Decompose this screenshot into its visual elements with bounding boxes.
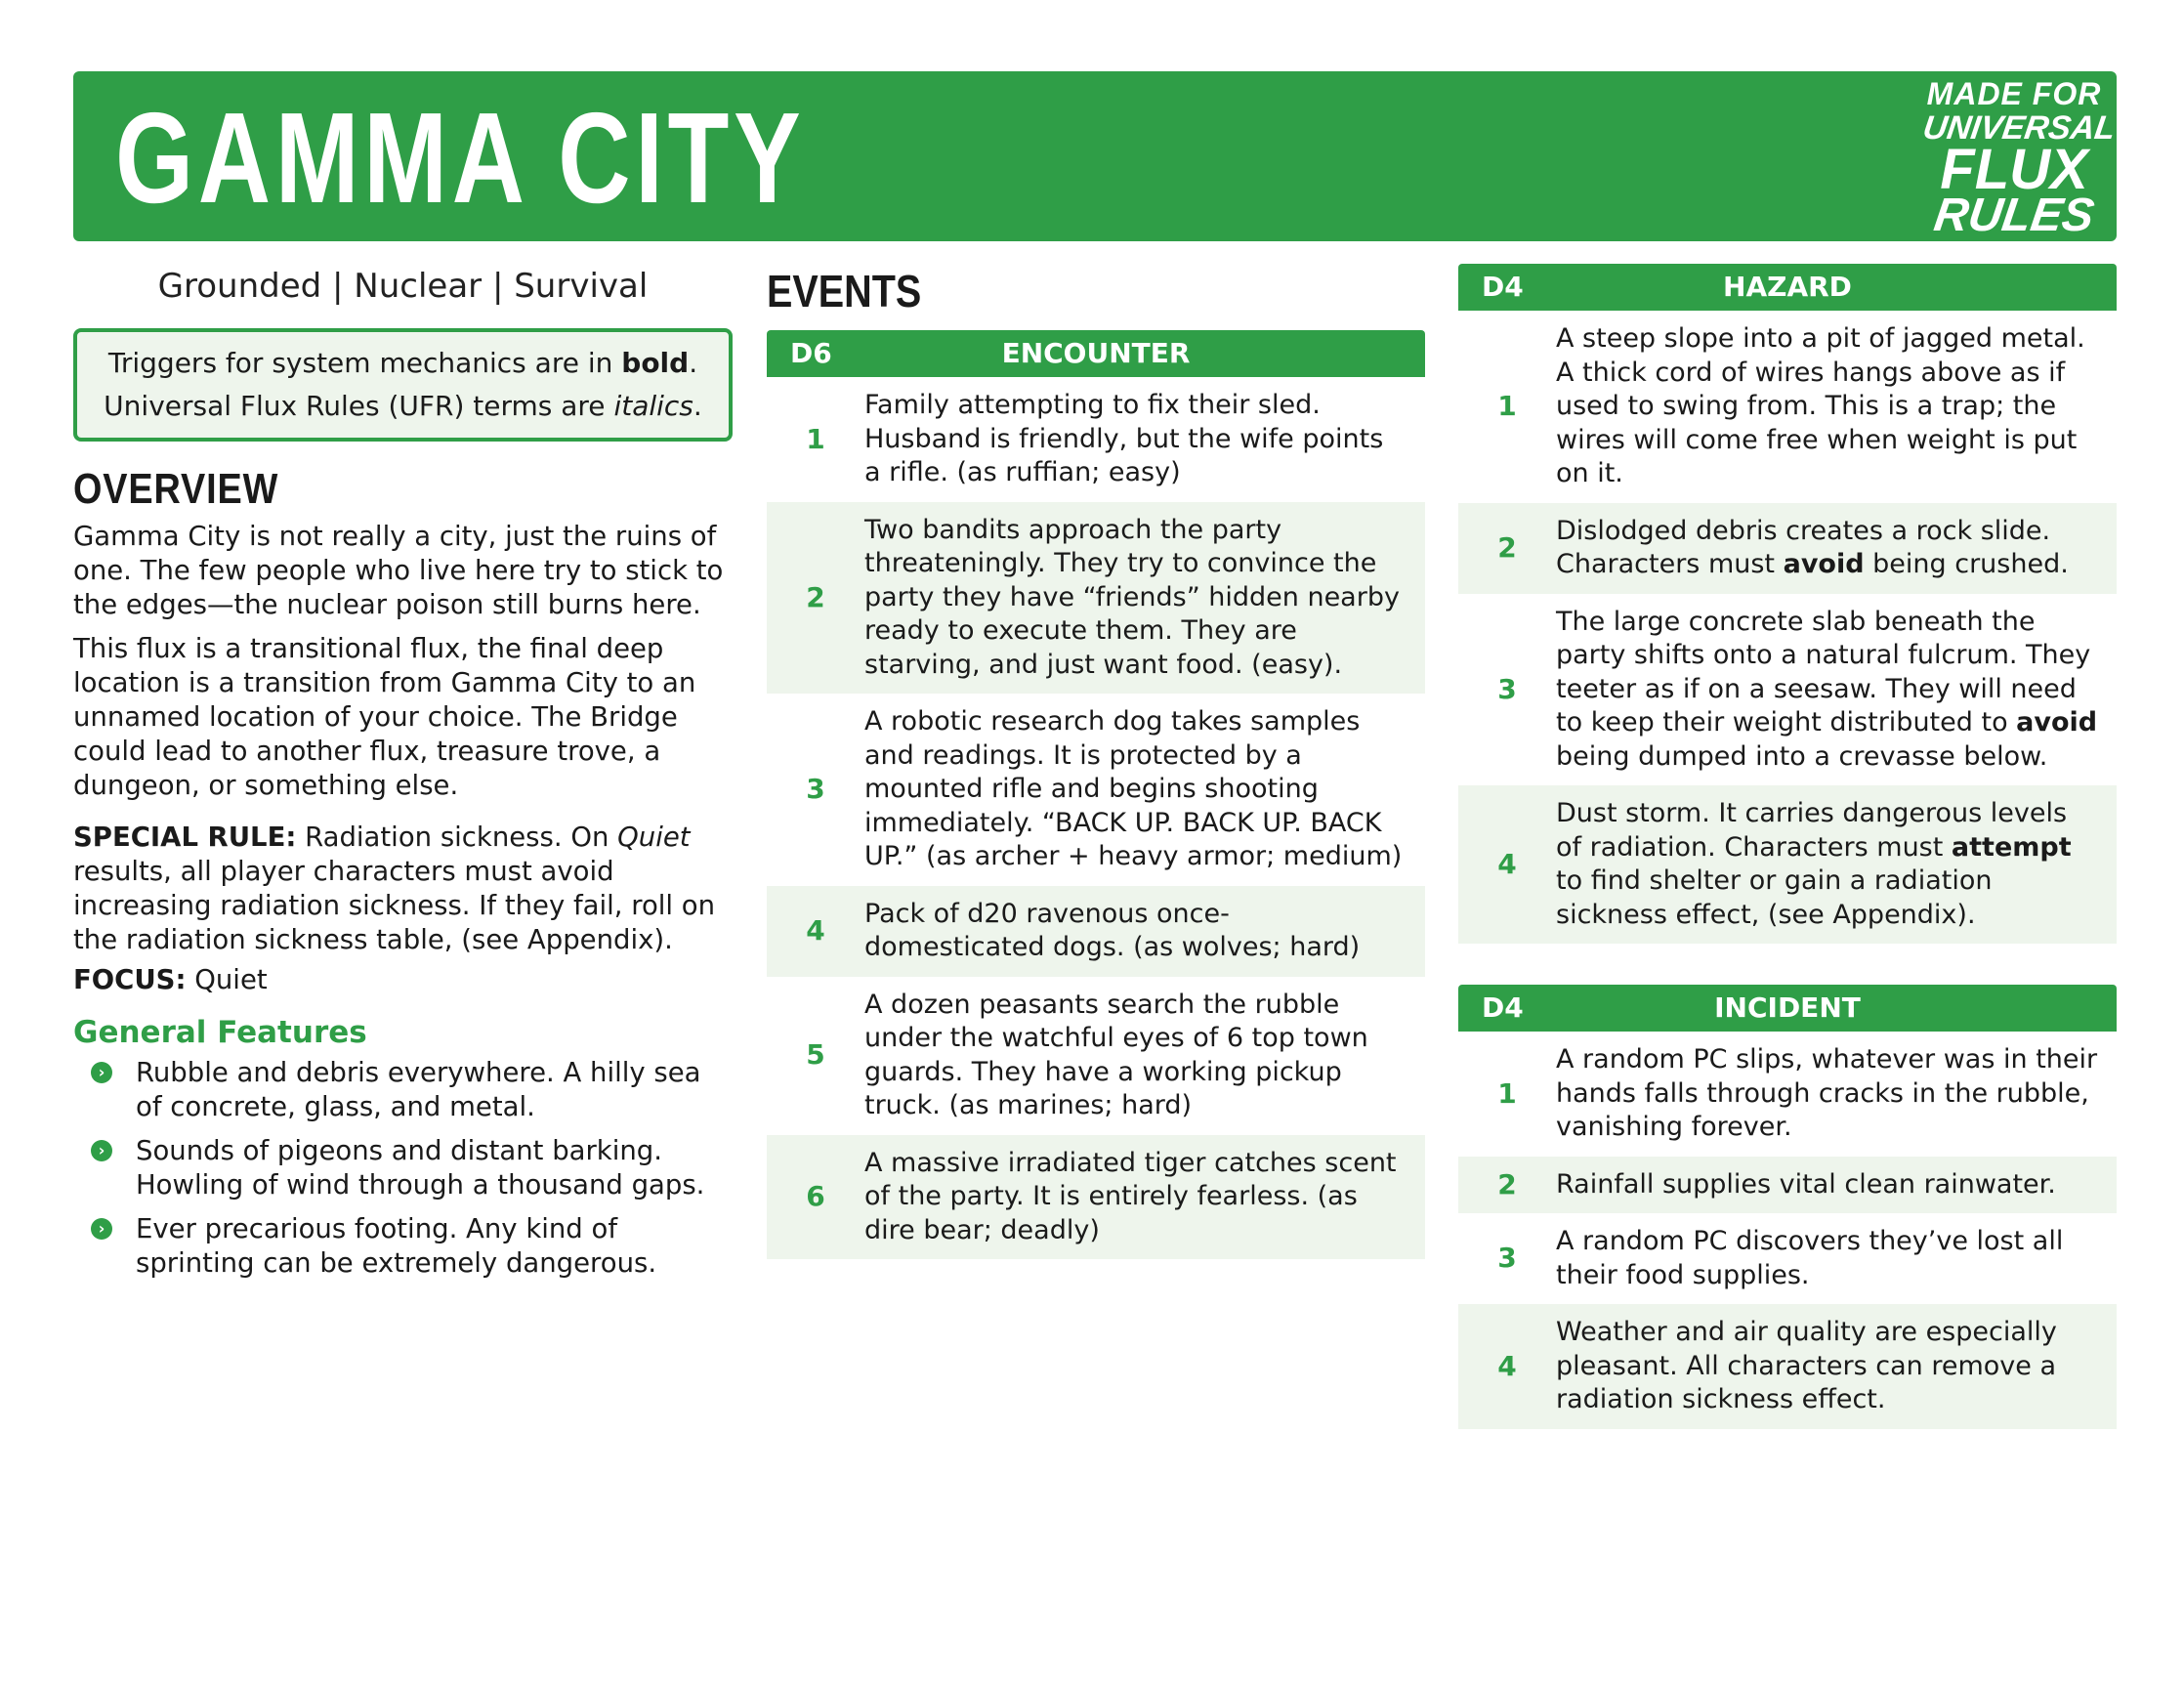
general-features-heading: General Features xyxy=(73,1015,367,1050)
row-text-part: to find shelter or gain a radiation sickness effect, (see Appendix). xyxy=(1556,865,1993,930)
ufr-italic-word: italics xyxy=(613,390,693,422)
table-row xyxy=(767,1135,1425,1260)
special-rule xyxy=(73,821,733,957)
triggers-line-2 xyxy=(85,385,721,428)
table-row xyxy=(1458,1213,2117,1304)
arrow-circle-icon: › xyxy=(91,1062,112,1083)
badge-line-2: UNIVERSAL xyxy=(1920,109,2119,147)
encounter-table xyxy=(767,330,1425,1259)
row-bold-trigger: avoid xyxy=(1783,549,1865,579)
table-row xyxy=(1458,311,2117,503)
features-list xyxy=(73,1056,733,1281)
roll-number: 4 xyxy=(1497,847,1517,880)
die-column-header: D4 xyxy=(1482,271,1524,303)
roll-number: 3 xyxy=(1497,672,1517,705)
row-text-part: being crushed. xyxy=(1864,549,2069,579)
page-title: GAMMA CITY xyxy=(115,86,806,230)
roll-number: 1 xyxy=(806,422,825,455)
overview-paragraph-2: This flux is a transitional flux, the final deep location is a transition from Gamma City to an unnamed location of your choice. The Bridge could lead to another flux, treasure trove, a dungeon, or something else. xyxy=(73,633,696,801)
row-text xyxy=(1556,311,2117,503)
special-rule-text: Radiation sickness. On xyxy=(296,822,618,853)
encounter-column-header: ENCOUNTER xyxy=(1001,337,1191,369)
list-item xyxy=(73,1134,733,1202)
roll-number: 6 xyxy=(806,1180,825,1212)
row-text: Rainfall supplies vital clean rainwater. xyxy=(1556,1168,2056,1200)
row-text: A random PC slips, whatever was in their hands falls through cracks in the rubble, vanishing forever. xyxy=(1556,1044,2098,1142)
row-text xyxy=(1556,785,2117,944)
table-row xyxy=(767,977,1425,1135)
roll-number: 3 xyxy=(1497,1242,1517,1275)
roll-number: 4 xyxy=(1497,1349,1517,1382)
table-row xyxy=(767,694,1425,886)
title-banner xyxy=(73,71,2117,241)
hazard-table xyxy=(1458,264,2117,944)
table-body xyxy=(1458,311,2117,944)
die-column-header: D6 xyxy=(790,337,832,369)
right-column xyxy=(1458,264,2117,1429)
overview-paragraph-1: Gamma City is not really a city, just the ruins of one. The few people who live here try to stick to the edges—the nuclear poison still burns here. xyxy=(73,521,724,620)
row-bold-trigger: attempt xyxy=(1951,831,2072,863)
focus-value: Quiet xyxy=(186,964,268,995)
table-row xyxy=(767,886,1425,977)
row-text-part: A steep slope into a pit of jagged metal. A thick cord of wires hangs above as if used to swing from. This is a trap; the wires will come free when weight is put on it. xyxy=(1556,323,2085,488)
triggers-text: Triggers for system mechanics are in xyxy=(107,347,622,379)
triggers-line-1 xyxy=(85,342,721,385)
ufr-terms-text: Universal Flux Rules (UFR) terms are xyxy=(104,390,614,422)
roll-number: 4 xyxy=(806,913,825,947)
roll-number: 2 xyxy=(1497,530,1517,564)
table-row xyxy=(1458,1032,2117,1157)
arrow-circle-icon: › xyxy=(91,1218,112,1240)
roll-number: 3 xyxy=(806,773,825,805)
row-text: A dozen peasants search the rubble under the watchful eyes of 6 top town guards. They have a working pickup truck. (as marines; hard) xyxy=(864,989,1368,1120)
hazard-column-header: HAZARD xyxy=(1723,271,1852,303)
focus-line xyxy=(73,963,733,997)
roll-number: 2 xyxy=(806,580,825,613)
table-header xyxy=(1458,264,2117,311)
row-text-part: Dislodged debris creates a rock slide. Characters must xyxy=(1556,515,2051,579)
roll-number: 1 xyxy=(1497,1076,1517,1110)
table-row xyxy=(1458,785,2117,944)
table-row xyxy=(1458,503,2117,594)
feature-text: Rubble and debris everywhere. A hilly sea of concrete, glass, and metal. xyxy=(136,1057,701,1122)
roll-number: 5 xyxy=(806,1038,825,1072)
die-column-header: D4 xyxy=(1482,991,1524,1024)
incident-column-header: INCIDENT xyxy=(1714,991,1861,1024)
feature-text: Sounds of pigeons and distant barking. Howling of wind through a thousand gaps. xyxy=(136,1135,705,1201)
table-body xyxy=(1458,1032,2117,1429)
special-rule-italic: Quiet xyxy=(617,822,691,853)
events-heading: EVENTS xyxy=(767,266,922,316)
incident-table xyxy=(1458,985,2117,1429)
flux-tags: Grounded | Nuclear | Survival xyxy=(157,267,649,306)
row-text xyxy=(1556,503,2117,594)
row-text: A random PC discovers they’ve lost all their food supplies. xyxy=(1556,1226,2064,1290)
row-text: Weather and air quality are especially pleasant. All characters can remove a radiation sickness effect. xyxy=(1556,1317,2057,1414)
row-text: Family attempting to fix their sled. Husband is friendly, but the wife points a rifle. (as ruffian; easy) xyxy=(864,390,1384,487)
table-row xyxy=(1458,1157,2117,1214)
table-row xyxy=(767,377,1425,502)
row-text-part: being dumped into a crevasse below. xyxy=(1556,740,2048,772)
row-text-part: The large concrete slab beneath the party shifts onto a natural fulcrum. They teeter as if on a seesaw. They will need to keep their weight distributed to xyxy=(1556,606,2091,738)
table-row xyxy=(1458,1304,2117,1429)
table-header xyxy=(1458,985,2117,1032)
badge-line-3: FLUX xyxy=(1940,138,2088,201)
roll-number: 1 xyxy=(1497,390,1517,422)
triggers-bold-word: bold xyxy=(621,347,690,379)
table-row xyxy=(767,502,1425,695)
special-rule-text-end: results, all player characters must avoid increasing radiation sickness. If they fail, roll on the radiation sickness table, (see Appendix). xyxy=(73,856,716,955)
row-text: A massive irradiated tiger catches scent of the party. It is entirely fearless. (as dire bear; deadly) xyxy=(864,1147,1397,1245)
row-text: Two bandits approach the party threateningly. They try to convince the party they have “friends” hidden nearby ready to execute them. They are starving, and just want food. (easy). xyxy=(864,514,1400,680)
arrow-circle-icon: › xyxy=(91,1140,112,1161)
left-column xyxy=(73,254,733,1290)
feature-text: Ever precarious footing. Any kind of sprinting can be extremely dangerous. xyxy=(136,1213,657,1279)
focus-label: FOCUS: xyxy=(73,964,187,995)
table-body xyxy=(767,377,1425,1259)
badge-line-4: RULES xyxy=(1931,190,2098,241)
ufr-badge-logo xyxy=(1920,76,2119,241)
table-row xyxy=(1458,594,2117,786)
overview-heading: OVERVIEW xyxy=(73,465,279,513)
list-item xyxy=(73,1212,733,1281)
badge-line-1: MADE FOR xyxy=(1926,76,2102,111)
roll-number: 2 xyxy=(1497,1167,1517,1201)
row-bold-trigger: avoid xyxy=(2016,707,2098,738)
table-gap xyxy=(1458,944,2117,985)
middle-column xyxy=(767,254,1425,1259)
row-text-part: Dust storm. It carries dangerous levels of radiation. Characters must xyxy=(1556,798,2068,863)
row-text xyxy=(1556,594,2117,786)
row-text: A robotic research dog takes samples and readings. It is protected by a mounted rifle and begins shooting immediately. “BACK UP. BACK UP. BACK UP.” (as archer + heavy armor; medium) xyxy=(864,706,1403,871)
row-text: Pack of d20 ravenous once-domesticated dogs. (as wolves; hard) xyxy=(864,898,1361,962)
special-rule-label: SPECIAL RULE: xyxy=(73,822,297,853)
triggers-note-box xyxy=(73,328,733,442)
list-item xyxy=(73,1056,733,1124)
table-header xyxy=(767,330,1425,377)
ufr-period: . xyxy=(693,390,702,422)
triggers-period: . xyxy=(689,347,698,379)
